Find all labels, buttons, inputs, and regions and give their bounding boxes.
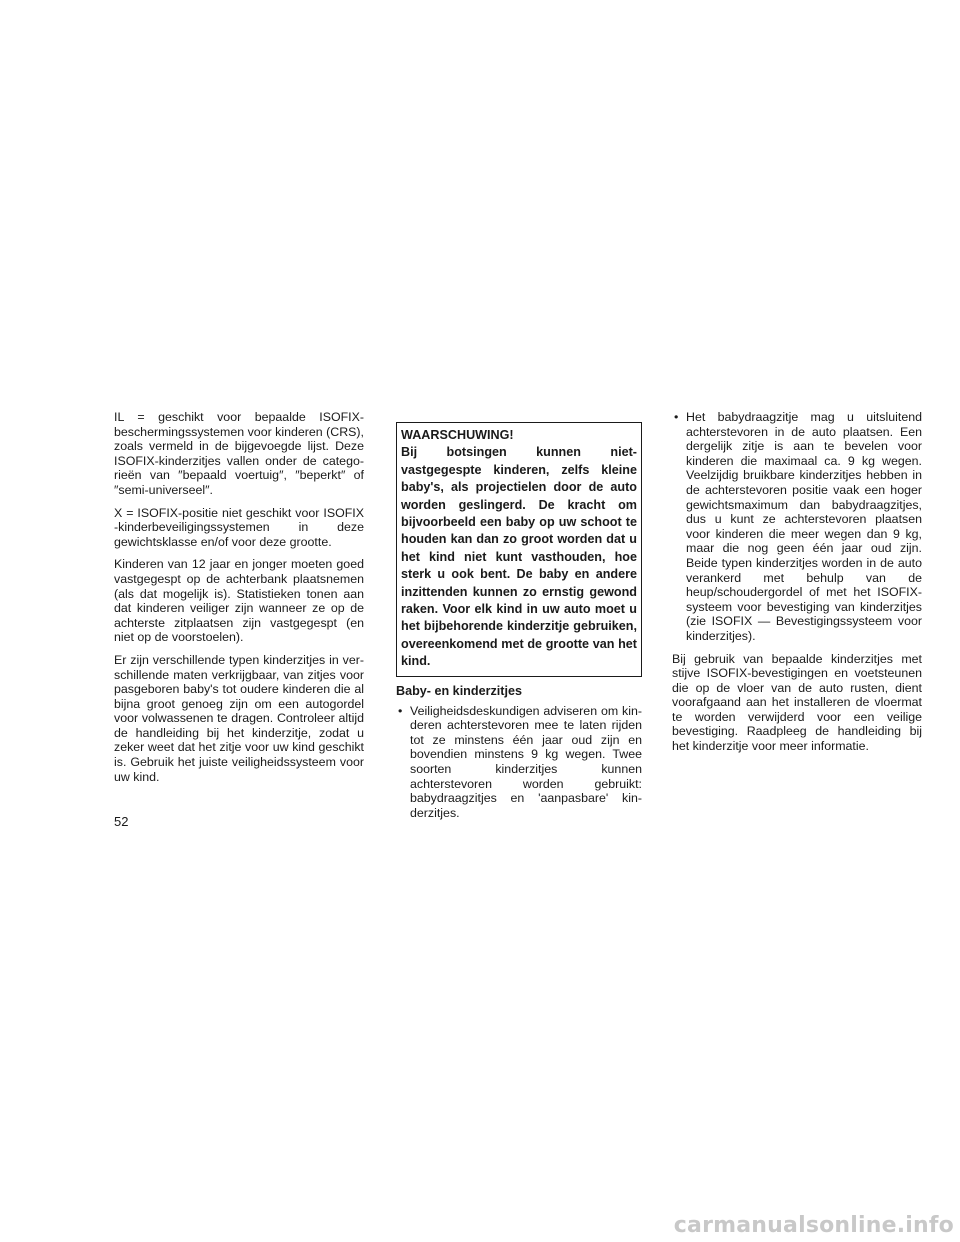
seat-types-paragraph: Er zijn verschillende typen kinderzitjes in verschillende maten verkrijgbaar, van zitjes voor pasgeboren baby's tot oudere kinderen die al bijna groot genoeg zijn om een autogordel voor volwassenen te dragen. Controleer altijd de handleiding bij het kinderzitje, zodat u zeker weet dat het zitje voor uw kind geschikt is. Gebruik het juiste veiligheidssysteem voor uw kind. (114, 652, 364, 784)
bullet-icon: • (674, 410, 679, 424)
bullet-list-right (672, 410, 922, 644)
bullet-icon: • (398, 703, 403, 718)
warning-title: WAARSCHUWING! (401, 428, 514, 442)
list-item (672, 410, 922, 644)
isofix-footrest-paragraph: Bij gebruik van bepaalde kinderzitjes met stijve ISOFIX-bevestigingen en voetsteunen die op de vloer van de auto rusten, dient voorafgaand aan het installeren de vloermat te worden verwijderd voor een veilige bevestiging. Raadpleeg de handleiding bij het kinderzitje voor meer informatie. (672, 651, 922, 754)
page-number: 52 (114, 814, 129, 829)
children-back-seat-paragraph: Kinderen van 12 jaar en jonger moeten goed vastgegespt op de achterbank plaatsnemen (als dat mogelijk is). Statistieken tonen aan dat kinderen veiliger zijn wanneer ze op de achterste zitplaatsen zijn vastgegespt (en niet op de voorstoelen). (114, 557, 364, 645)
left-column (114, 410, 364, 792)
warning-box (396, 422, 642, 677)
middle-column (396, 422, 642, 828)
isofix-x-paragraph: X = ISOFIX-positie niet geschikt voor ISOFIX -kinderbeveiligingssystemen in deze gewichtsklasse en/of voor deze grootte. (114, 505, 364, 549)
right-column (672, 410, 922, 762)
bullet-list-mid (396, 704, 642, 821)
section-heading: Baby- en kinderzitjes (396, 683, 522, 698)
isofix-il-paragraph: IL = geschikt voor bepaalde ISOFIX-beschermingssystemen voor kinderen (CRS), zoals vermeld in de bijgevoegde lijst. Deze ISOFIX-kinderzitjes vallen onder de categorieën van ″bepaald voertuig″, ″beperkt″ of ″semi-universeel″. (114, 410, 364, 497)
watermark: carmanualsonline.info (673, 1213, 954, 1238)
bullet-text: Veiligheidsdeskundigen adviseren om kinderen achterstevoren mee te laten rijden tot ze minstens één jaar oud zijn en bovendien minstens 9 kg wegen. Twee soorten kinderzitjes kunnen achterstevoren worden gebruikt: babydraagzitjes en 'aanpasbare' kinderzitjes. (410, 703, 642, 820)
warning-body: Bij botsingen kunnen niet-vastgegespte kinderen, zelfs kleine baby's, als projectielen door de auto worden geslingerd. De kracht om bijvoorbeeld een baby op uw schoot te houden kan dan zo groot worden dat u het kind niet kunt vasthouden, hoe sterk u ook bent. De baby en andere inzittenden kunnen zo ernstig gewond raken. Voor elk kind in uw auto moet u het bijbehorende kinderzitje gebruiken, overeenkomend met de grootte van het kind. (401, 445, 637, 669)
list-item (396, 704, 642, 821)
bullet-text: Het babydraagzitje mag u uitsluitend achterstevoren in de auto plaatsen. Een dergelijk zitje is aan te bevelen voor kinderen die maximaal ca. 9 kg wegen. Veelzijdig bruikbare kinderzitjes hebben in de achterstevoren positie vaak een hoger gewichtsmaximum dan babydraagzitjes, dus u kunt ze achterstevoren plaatsen voor kinderen die meer wegen dan 9 kg, maar die nog geen één jaar oud zijn. Beide typen kinderzitjes worden in de auto verankerd met behulp van de heup/schoudergordel of met het ISOFIX-systeem voor bevestiging van kinderzitjes (zie ISOFIX — Bevestigingssysteem voor kinderzitjes). (686, 410, 922, 643)
